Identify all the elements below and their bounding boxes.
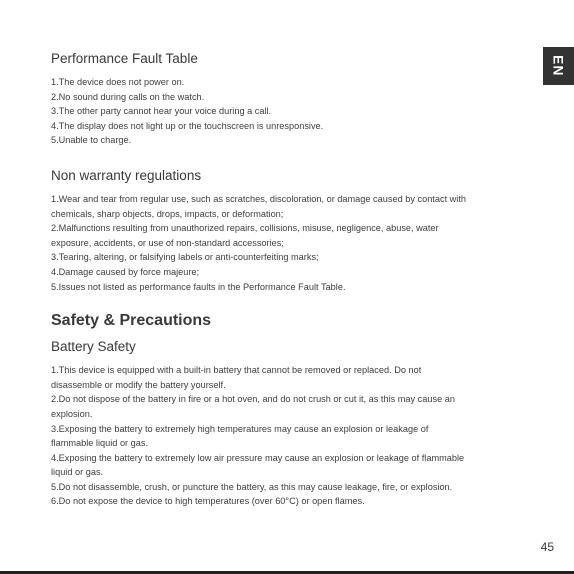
list-line: 2.Do not dispose of the battery in fire or a hot oven, and do not crush or cut it, as this may cause an (51, 394, 455, 405)
list-item: 1.The device does not power on. (51, 77, 185, 87)
safety-section (51, 310, 531, 509)
page-content (51, 50, 531, 509)
language-tab: EN (543, 47, 574, 85)
performance-fault-title: Performance Fault Table (51, 51, 198, 66)
warranty-title: Non warranty regulations (51, 167, 202, 183)
performance-fault-section (51, 50, 531, 148)
page-number: 45 (540, 540, 554, 554)
list-line: 1.Wear and tear from regular use, such as scratches, discoloration, or damage caused by contact with (51, 193, 467, 204)
performance-fault-list (51, 75, 531, 148)
battery-safety-subtitle: Battery Safety (51, 339, 136, 355)
list-item: 5.Unable to charge. (51, 135, 132, 146)
list-line: chemicals, sharp objects, drops, impacts, or deformation; (51, 208, 284, 219)
list-line: 4.Exposing the battery to extremely low air pressure may cause an explosion or leakage of flammable (51, 452, 465, 463)
list-line: 3.Exposing the battery to extremely high temperatures may cause an explosion or leakage of (51, 423, 429, 434)
list-item: 4.The display does not light up or the touchscreen is unresponsive. (51, 120, 324, 131)
list-line: 4.Damage caused by force majeure; (51, 266, 200, 277)
list-line: 2.Malfunctions resulting from unauthorized repairs, collisions, misuse, negligence, abuse, water (51, 223, 439, 234)
list-line: 5.Issues not listed as performance faults in the Performance Fault Table. (51, 281, 346, 292)
list-line: disassemble or modify the battery yourself. (51, 379, 226, 390)
warranty-list (51, 192, 531, 294)
list-item: 3.The other party cannot hear your voice during a call. (51, 106, 272, 117)
list-line: 3.Tearing, altering, or falsifying labels or anti-counterfeiting marks; (51, 252, 319, 263)
list-line: liquid or gas. (51, 467, 104, 478)
list-line: explosion. (51, 408, 93, 419)
warranty-section (51, 167, 531, 294)
list-line: 6.Do not expose the device to high temperatures (over 60°C) or open flames. (51, 496, 365, 507)
list-line: 5.Do not disassemble, crush, or puncture the battery, as this may cause leakage, fire, or explosion. (51, 481, 453, 492)
list-item: 2.No sound during calls on the watch. (51, 91, 205, 102)
list-line: flammable liquid or gas. (51, 438, 149, 449)
battery-safety-list (51, 363, 531, 509)
list-line: exposure, accidents, or use of non-standard accessories; (51, 237, 284, 248)
list-line: 1.This device is equipped with a built-in battery that cannot be removed or replaced. Do not (51, 365, 422, 376)
safety-title: Safety & Precautions (51, 312, 212, 330)
